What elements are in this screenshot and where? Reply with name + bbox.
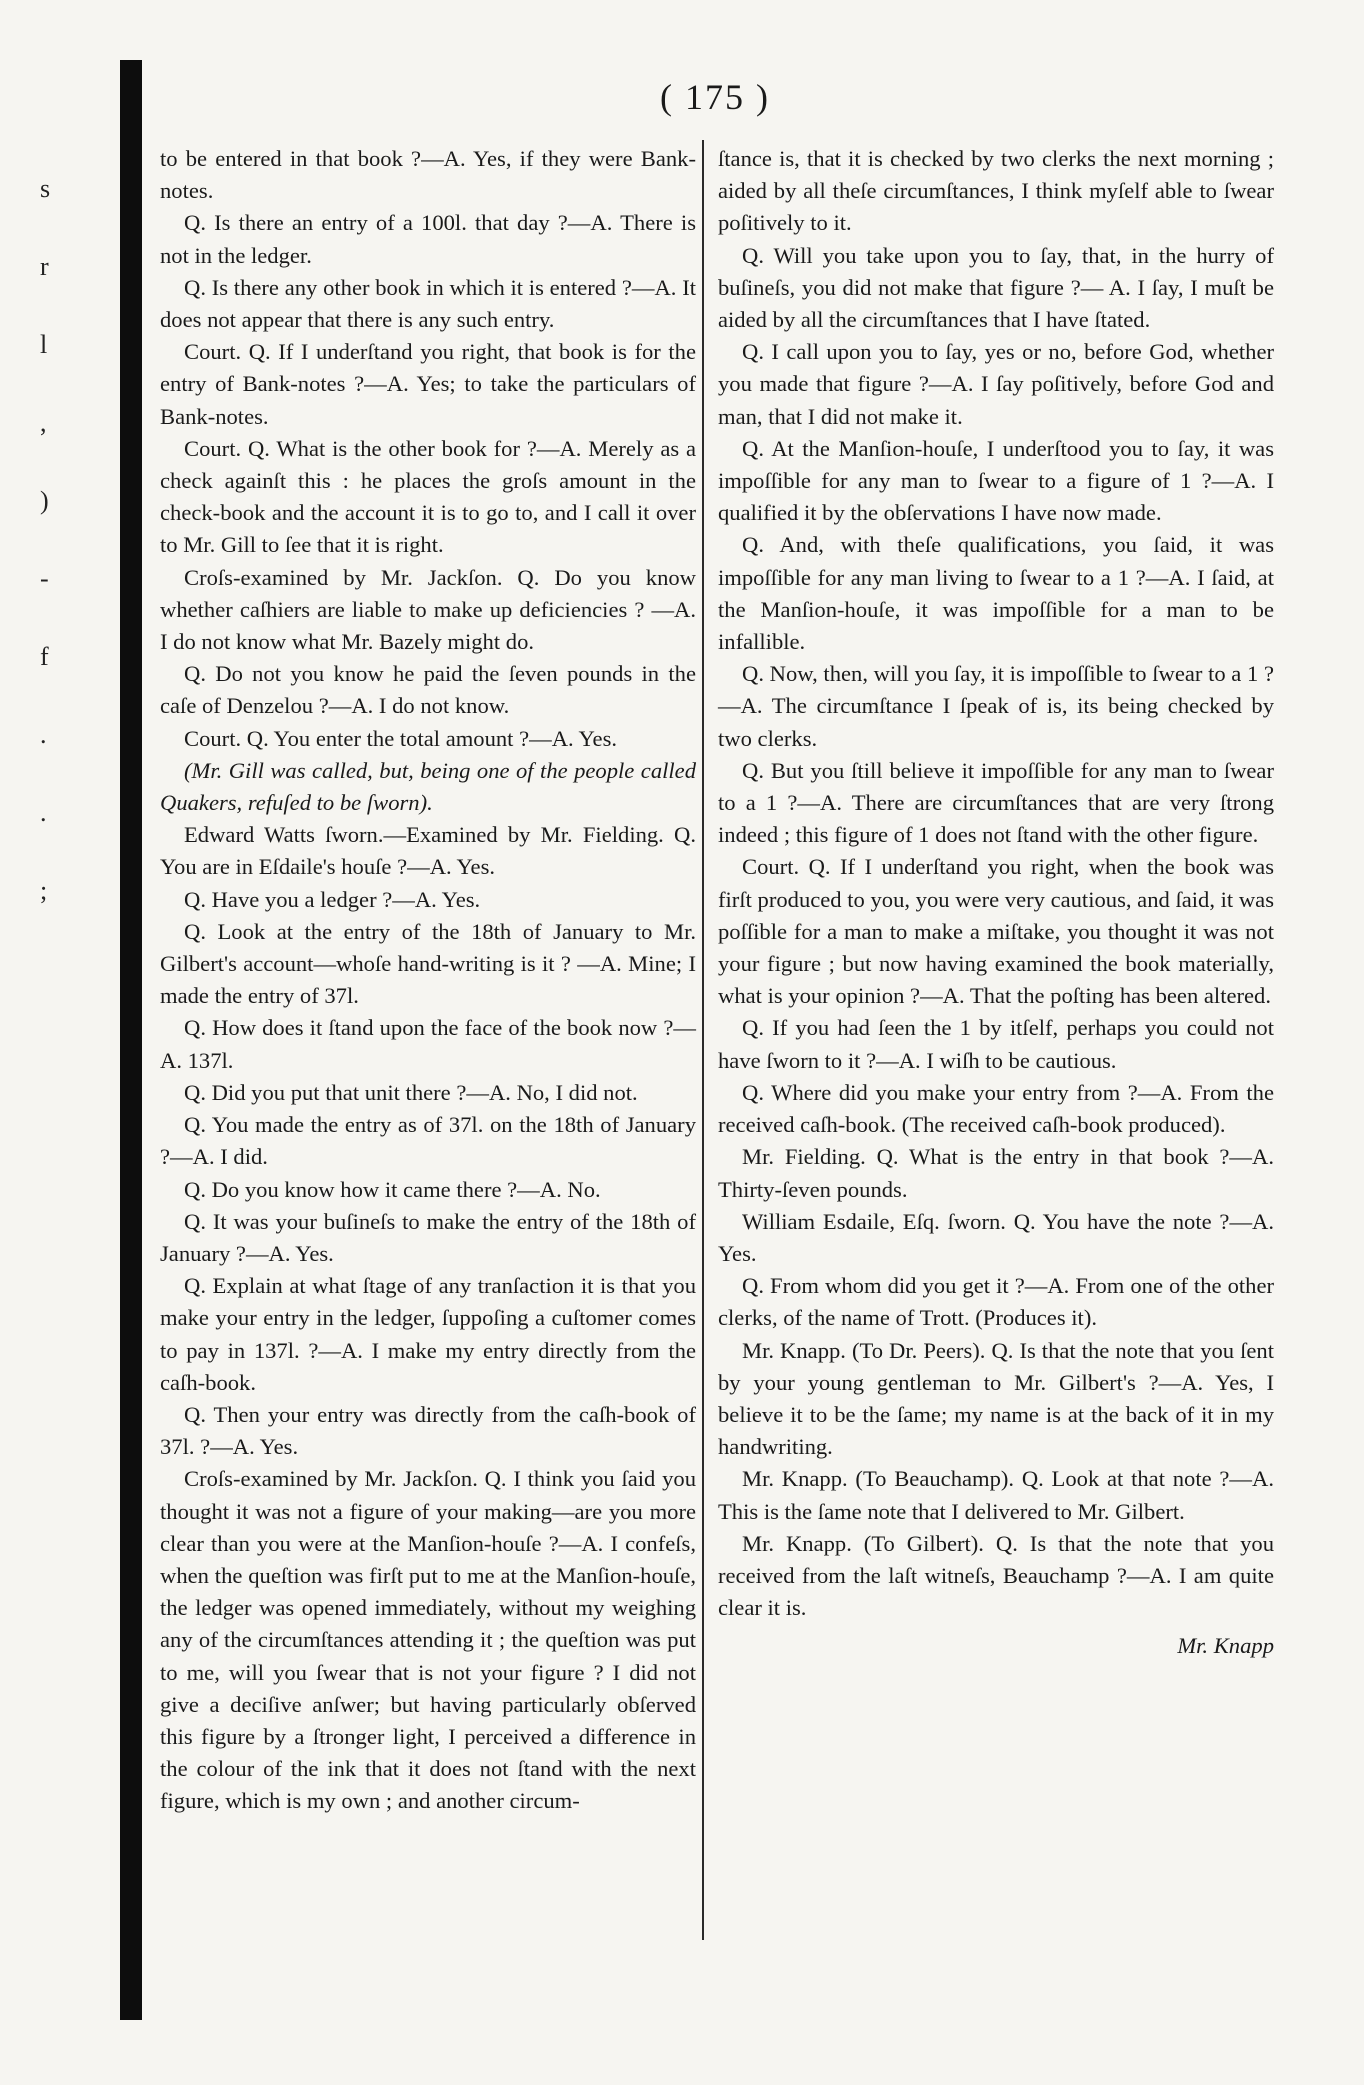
- paragraph: Croſs-examined by Mr. Jackſon. Q. Do you know whether caſhiers are liable to make up deficiencies ? —A. I do not know what Mr. Bazely might do.: [160, 564, 696, 655]
- paragraph: William Esdaile, Eſq. ſworn. Q. You have the note ?—A. Yes.: [718, 1208, 1274, 1266]
- margin-mark: -: [40, 564, 49, 593]
- book-binding-edge: [120, 60, 142, 2020]
- paragraph: Q. At the Manſion-houſe, I underſtood you to ſay, it was impoſſible for any man to ſwear to a figure of 1 ?—A. I qualified it by the obſervations I have now made.: [718, 435, 1274, 526]
- margin-mark: l: [40, 330, 48, 359]
- margin-mark: ): [40, 486, 49, 515]
- paragraph: Mr. Fielding. Q. What is the entry in that book ?—A. Thirty-ſeven pounds.: [718, 1144, 1274, 1202]
- paragraph: Q. From whom did you get it ?—A. From one of the other clerks, of the name of Trott. (Produces it).: [718, 1273, 1274, 1331]
- paragraph: Q. If you had ſeen the 1 by itſelf, perhaps you could not have ſworn to it ?—A. I wiſh to be cautious.: [718, 1015, 1274, 1073]
- paragraph: to be entered in that book ?—A. Yes, if they were Bank-notes.: [160, 146, 696, 204]
- margin-mark: s: [40, 174, 51, 203]
- margin-mark: .: [40, 798, 47, 827]
- paragraph: Mr. Knapp. (To Gilbert). Q. Is that the note that you received from the laſt witneſs, Beauchamp ?—A. I am quite clear it is.: [718, 1530, 1274, 1621]
- margin-mark: f: [40, 642, 49, 671]
- paragraph: Q. Now, then, will you ſay, it is impoſſible to ſwear to a 1 ?—A. The circumſtance I ſpeak of is, its being checked by two clerks.: [718, 661, 1274, 751]
- paragraph: Q. And, with theſe qualifications, you ſaid, it was impoſſible for any man living to ſwear to a 1 ?—A. I ſaid, at the Manſion-houſe, it was impoſſible for a man to be infallible.: [718, 532, 1274, 655]
- paragraph: (Mr. Gill was called, but, being one of the people called Quakers, refuſed to be ſworn).: [160, 757, 696, 816]
- paragraph: Court. Q. What is the other book for ?—A. Merely as a check againſt this : he places the groſs amount in the check-book and the account it is to go to, and I call it over to Mr. Gill to ſee that it is right.: [160, 435, 696, 558]
- margin-marks: [40, 150, 80, 930]
- right-column: [718, 143, 1274, 1663]
- margin-mark: ,: [40, 408, 47, 437]
- paragraph: Q. Where did you make your entry from ?—A. From the received caſh-book. (The received caſh-book produced).: [718, 1079, 1274, 1138]
- paragraph: Q. Then your entry was directly from the caſh-book of 37l. ?—A. Yes.: [160, 1401, 696, 1460]
- margin-mark: ;: [40, 876, 48, 905]
- paragraph: Q. Will you take upon you to ſay, that, in the hurry of buſineſs, you did not make that figure ?— A. I ſay, I muſt be aided by all the circumſtances that I have ſtated.: [718, 242, 1274, 333]
- paragraph: Q. Have you a ledger ?—A. Yes.: [184, 886, 481, 912]
- paragraph: Edward Watts ſworn.—Examined by Mr. Fielding. Q. You are in Eſdaile's houſe ?—A. Yes.: [160, 822, 696, 880]
- column-divider: [702, 140, 704, 1940]
- paragraph: Q. It was your buſineſs to make the entry of the 18th of January ?—A. Yes.: [160, 1208, 696, 1266]
- paragraph: Q. Explain at what ſtage of any tranſaction it is that you make your entry in the ledger, ſuppoſing a cuſtomer comes to pay in 137l. ?—A. I make my entry directly from the caſh-book.: [160, 1273, 696, 1395]
- paragraph: Q. Do not you know he paid the ſeven pounds in the caſe of Denzelou ?—A. I do not know.: [160, 661, 696, 719]
- paragraph: Q. How does it ſtand upon the face of the book now ?—A. 137l.: [160, 1015, 696, 1073]
- paragraph: ſtance is, that it is checked by two clerks the next morning ; aided by all theſe circumſtances, I think myſelf able to ſwear poſitively to it.: [718, 146, 1274, 236]
- paragraph: Court. Q. If I underſtand you right, when the book was firſt produced to you, you were very cautious, and ſaid, it was poſſible for a man to make a miſtake, you thought it was not your figure ; but now having examined the book materially, what is your opinion ?—A. That the poſting has been altered.: [718, 854, 1274, 1009]
- paragraph: Q. Look at the entry of the 18th of January to Mr. Gilbert's account—whoſe hand-writing is it ? —A. Mine; I made the entry of 37l.: [160, 918, 696, 1009]
- paragraph: Court. Q. You enter the total amount ?—A. Yes.: [184, 725, 618, 751]
- catchword: Mr. Knapp: [1177, 1633, 1274, 1659]
- paragraph: Court. Q. If I underſtand you right, that book is for the entry of Bank-notes ?—A. Yes; to take the particulars of Bank-notes.: [160, 339, 696, 429]
- paragraph: Q. Do you know how it came there ?—A. No.: [184, 1176, 601, 1202]
- paragraph: Croſs-examined by Mr. Jackſon. Q. I think you ſaid you thought it was not a figure of your making—are you more clear than you were at the Manſion-houſe ?—A. I confeſs, when the queſtion was firſt put to me at the Manſion-houſe, the ledger was opened immediately, without my weighing any of the circumſtances attending it ; the queſtion was put to me, will you ſwear that is not your figure ? I did not give a deciſive anſwer; but having particularly obſerved this figure by a ſtronger light, I perceived a difference in the colour of the ink that it does not ſtand with the next figure, which is my own ; and another circum-: [160, 1466, 696, 1814]
- left-column: [160, 143, 696, 1818]
- margin-mark: .: [40, 720, 47, 749]
- paragraph: Q. You made the entry as of 37l. on the 18th of January ?—A. I did.: [160, 1112, 696, 1170]
- paragraph: Q. I call upon you to ſay, yes or no, before God, whether you made that figure ?—A. I ſay poſitively, before God and man, that I did not make it.: [718, 339, 1274, 429]
- paragraph: Mr. Knapp. (To Beauchamp). Q. Look at that note ?—A. This is the ſame note that I delivered to Mr. Gilbert.: [718, 1466, 1274, 1524]
- paragraph: Mr. Knapp. (To Dr. Peers). Q. Is that the note that you ſent by your young gentleman to Mr. Gilbert's ?—A. Yes, I believe it to be the ſame; my name is at the back of it in my handwriting.: [718, 1337, 1274, 1460]
- margin-mark: r: [40, 252, 49, 281]
- paragraph: Q. Is there an entry of a 100l. that day ?—A. There is not in the ledger.: [160, 210, 696, 268]
- paragraph: Q. Did you put that unit there ?—A. No, I did not.: [184, 1079, 638, 1105]
- paragraph: Q. But you ſtill believe it impoſſible for any man to ſwear to a 1 ?—A. There are circumſtances that are very ſtrong indeed ; this figure of 1 does not ſtand with the other figure.: [718, 757, 1274, 848]
- paragraph: Q. Is there any other book in which it is entered ?—A. It does not appear that there is any such entry.: [160, 274, 696, 333]
- page-number: ( 175 ): [660, 77, 770, 117]
